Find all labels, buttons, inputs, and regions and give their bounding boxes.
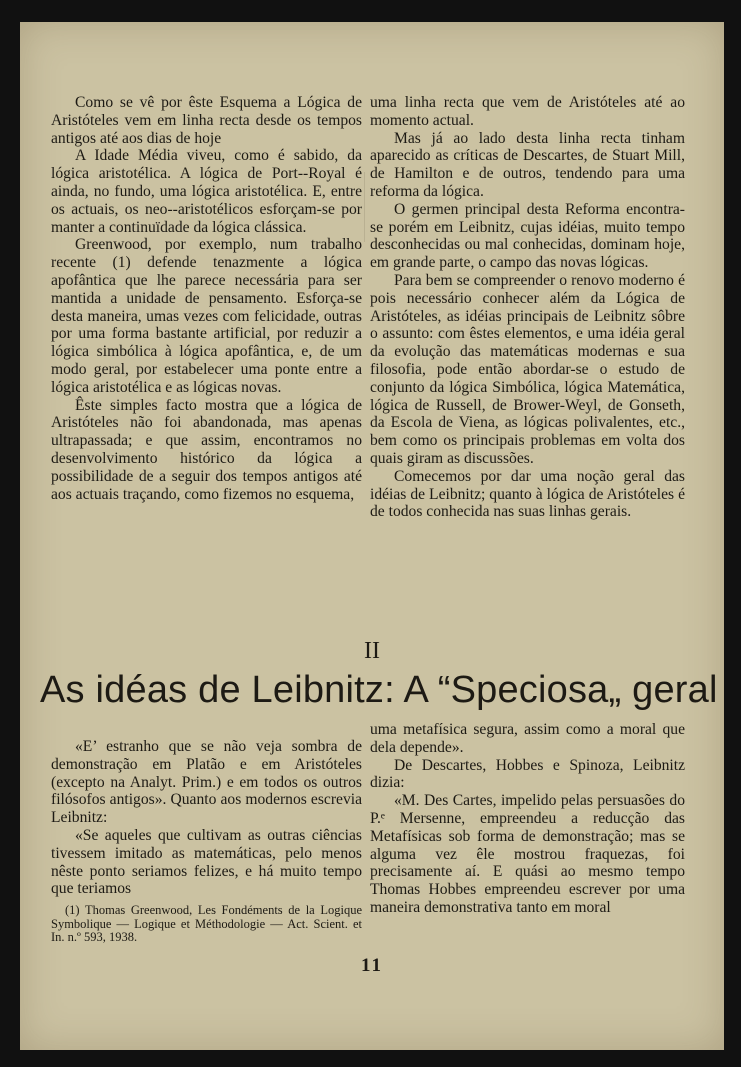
book-page [20, 22, 724, 1050]
paragraph: Comecemos por dar uma noção geral das idéias de Leibnitz; quanto à lógica de Aristóteles é de todos conhecida nas suas linhas gerais. [370, 467, 685, 521]
paragraph: Greenwood, por exemplo, num trabalho recente (1) defende tenazmente a lógica apofântica que lhe parece necessária para ser mantida a unidade de pensamento. Esforça-se desta maneira, umas vezes com felicidade, outras por uma forma bastante artificial, por reduzir a lógica simbólica à lógica apofântica, e, de um modo geral, por estabelecer uma ponte entre a lógica aristotélica e as lógicas novas. [51, 236, 362, 396]
page-number: 11 [361, 955, 383, 976]
footnote [51, 904, 362, 945]
section-title: As idéas de Leibnitz: A “Speciosa„ geral [40, 669, 718, 711]
paragraph: De Descartes, Hobbes e Spinoza, Leibnitz dizia: [370, 756, 685, 792]
paragraph: «Se aqueles que cultivam as outras ciências tivessem imitado as matemáticas, pelo menos nêste ponto seriamos felizes, e há muito tempo que teriamos [51, 826, 362, 898]
bottom-left-column [51, 738, 362, 898]
paragraph: Mas já ao lado desta linha recta tinham aparecido as críticas de Descartes, de Stuart Mill, de Hamilton e de outros, tendendo para uma reforma da lógica. [370, 129, 685, 200]
top-left-column [51, 94, 362, 503]
section-number: II [364, 638, 380, 664]
paragraph: «E’ estranho que se não veja sombra de demonstração em Platão e em Aristóteles (excepto na Analyt. Prim.) e em todos os outros filósofos antigos». Quanto aos modernos escrevia Leibnitz: [51, 738, 362, 827]
paragraph: Para bem se compreender o renovo moderno é pois necessário conhecer além da Lógica de Aristóteles, as idéias principais de Leibnitz sôbre o assunto: com êstes elementos, e uma idéia geral da evolução das matemáticas modernas e sua filosofia, pode então abordar-se o estudo de conjunto da lógica Simbólica, lógica Matemática, lógica de Russell, de Brower-Weyl, de Gonseth, da Escola de Viena, as lógicas polivalentes, etc., bem como os principais problemas em volta dos quais giram as discussões. [370, 271, 685, 467]
paragraph: uma metafísica segura, assim como a moral que dela depende». [370, 721, 685, 756]
bottom-right-column [370, 721, 685, 917]
paragraph: O germen principal desta Reforma encontra-se porém em Leibnitz, cujas idéias, muito tempo desconhecidas ou mal conhecidas, dominam hoje, em grande parte, o campo das novas lógicas. [370, 200, 685, 272]
paragraph: A Idade Média viveu, como é sabido, da lógica aristotélica. A lógica de Port--Royal é ainda, no fundo, uma lógica aristotélica. E, entre os actuais, os neo--aristotélicos esforçam-se por manter a continuïdade da lógica clássica. [51, 147, 362, 236]
paragraph: Como se vê por êste Esquema a Lógica de Aristóteles vem em linha recta desde os tempos antigos até aos dias de hoje [51, 94, 362, 147]
paragraph: «M. Des Cartes, impelido pelas persuasões do P.ᵉ Mersenne, empreendeu a reducção das Metafísicas sob forma de demonstração; mas se alguma vez êle mostrou fraquezas, foi precisamente aí. E quási ao mesmo tempo Thomas Hobbes empreendeu escrever por uma maneira demonstrativa tanto em moral [370, 792, 685, 916]
paragraph: uma linha recta que vem de Aristóteles até ao momento actual. [370, 94, 685, 129]
top-right-column [370, 94, 685, 521]
paragraph: Êste simples facto mostra que a lógica de Aristóteles não foi abandonada, mas apenas ultrapassada; e que assim, encontramos no desenvolvimento histórico da lógica a possibilidade de a seguir dos tempos antigos até aos actuais traçando, como fizemos no esquema, [51, 396, 362, 503]
footnote-text: (1) Thomas Greenwood, Les Fondéments de la Logique Symbolique — Logique et Méthodologie — Act. Scient. et In. n.º 593, 1938. [51, 903, 362, 944]
gutter-mark [364, 172, 365, 242]
